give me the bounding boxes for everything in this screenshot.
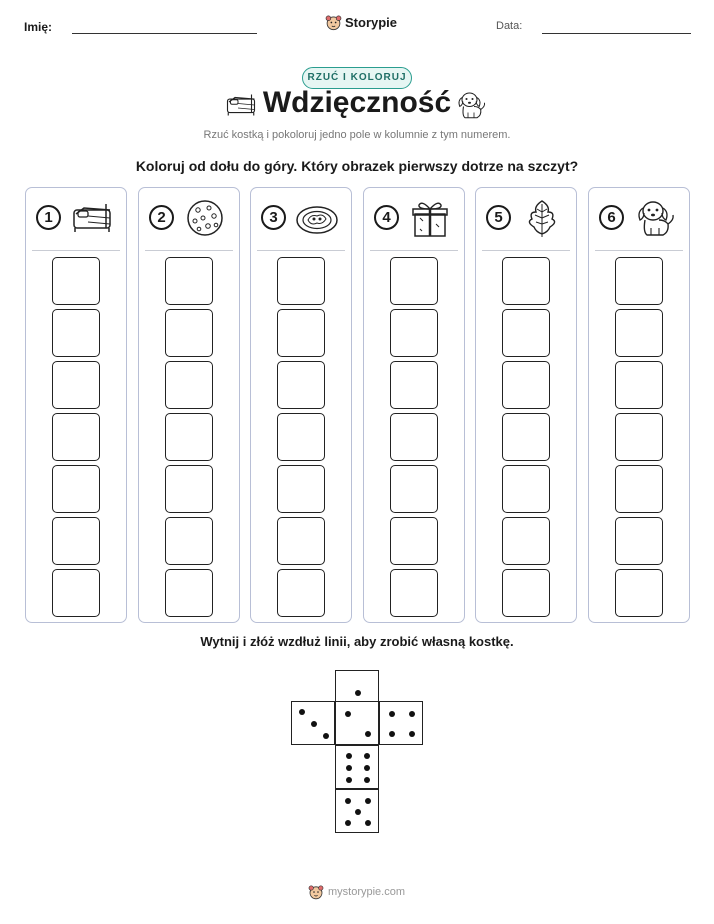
die-pip — [409, 731, 415, 737]
color-cell[interactable] — [165, 413, 213, 461]
color-cell[interactable] — [277, 257, 325, 305]
die-pip — [346, 765, 352, 771]
color-cell[interactable] — [615, 465, 663, 513]
page-subtitle: Rzuć kostką i pokoloruj jedno pole w kolumnie z tym numerem. — [203, 129, 511, 141]
color-cell[interactable] — [277, 309, 325, 357]
color-cell[interactable] — [165, 309, 213, 357]
color-cell[interactable] — [390, 569, 438, 617]
column-header — [370, 198, 458, 244]
die-pip — [345, 820, 351, 826]
footer — [308, 884, 405, 900]
die-pip — [323, 733, 329, 739]
column-divider — [370, 250, 458, 251]
die-pip — [311, 721, 317, 727]
column-header — [482, 198, 570, 244]
color-cell[interactable] — [165, 257, 213, 305]
column-number: 2 — [149, 205, 174, 230]
color-cell[interactable] — [277, 465, 325, 513]
color-cell[interactable] — [165, 361, 213, 409]
cookie-icon — [183, 198, 227, 238]
color-cell[interactable] — [52, 257, 100, 305]
color-cell[interactable] — [615, 361, 663, 409]
die-pip — [365, 798, 371, 804]
color-cell[interactable] — [390, 309, 438, 357]
die-pip — [364, 777, 370, 783]
name-label: Imię: — [24, 20, 53, 34]
color-cell[interactable] — [390, 517, 438, 565]
dog-icon — [454, 90, 488, 120]
dog-icon — [633, 198, 677, 238]
column-number: 3 — [261, 205, 286, 230]
instruction-text: Koloruj od dołu do góry. Który obrazek pierwszy dotrze na szczyt? — [135, 158, 579, 174]
column-number: 1 — [36, 205, 61, 230]
column-5 — [475, 187, 577, 623]
brand-logo — [325, 14, 397, 31]
color-cell[interactable] — [615, 517, 663, 565]
color-cell[interactable] — [52, 309, 100, 357]
die-pip — [409, 711, 415, 717]
color-cell[interactable] — [52, 361, 100, 409]
column-3 — [250, 187, 352, 623]
color-cell[interactable] — [52, 517, 100, 565]
color-cell[interactable] — [277, 517, 325, 565]
die-face-4 — [379, 701, 423, 745]
mascot-icon — [325, 14, 342, 31]
die-pip — [365, 820, 371, 826]
leaf-icon — [520, 198, 564, 238]
page-header — [0, 12, 714, 42]
column-header — [257, 198, 345, 244]
color-cell[interactable] — [615, 257, 663, 305]
color-cell[interactable] — [502, 465, 550, 513]
color-cell[interactable] — [52, 465, 100, 513]
die-pip — [389, 731, 395, 737]
mascot-icon — [308, 884, 324, 900]
column-6 — [588, 187, 690, 623]
column-2 — [138, 187, 240, 623]
color-cell[interactable] — [615, 569, 663, 617]
brand-name: Storypie — [345, 15, 398, 30]
plate-icon — [295, 198, 339, 238]
column-number: 6 — [599, 205, 624, 230]
date-label: Data: — [496, 20, 523, 32]
footer-url[interactable]: mystorypie.com — [328, 886, 406, 898]
color-cell[interactable] — [390, 413, 438, 461]
column-number: 4 — [374, 205, 399, 230]
die-pip — [346, 777, 352, 783]
color-cell[interactable] — [502, 517, 550, 565]
die-pip — [345, 798, 351, 804]
color-cell[interactable] — [277, 361, 325, 409]
color-cell[interactable] — [165, 569, 213, 617]
column-header — [32, 198, 120, 244]
date-line[interactable] — [542, 33, 691, 34]
die-pip — [364, 753, 370, 759]
die-pip — [346, 753, 352, 759]
die-pip — [299, 709, 305, 715]
column-divider — [482, 250, 570, 251]
column-header — [595, 198, 683, 244]
die-pip — [389, 711, 395, 717]
color-cell[interactable] — [165, 517, 213, 565]
color-cell[interactable] — [615, 309, 663, 357]
column-1 — [25, 187, 127, 623]
color-cell[interactable] — [165, 465, 213, 513]
activity-badge: RZUĆ I KOLORUJ — [302, 67, 412, 89]
color-cell[interactable] — [502, 569, 550, 617]
cut-instruction: Wytnij i złóż wzdłuż linii, aby zrobić własną kostkę. — [200, 634, 514, 649]
die-face-6 — [335, 745, 379, 789]
die-pip — [345, 711, 351, 717]
column-divider — [595, 250, 683, 251]
column-header — [145, 198, 233, 244]
column-divider — [257, 250, 345, 251]
color-cell[interactable] — [277, 413, 325, 461]
color-cell[interactable] — [615, 413, 663, 461]
die-face-3 — [291, 701, 335, 745]
column-divider — [145, 250, 233, 251]
die-pip — [355, 809, 361, 815]
color-cell[interactable] — [502, 257, 550, 305]
bed-icon — [70, 198, 114, 238]
die-pip — [355, 690, 361, 696]
color-cell[interactable] — [277, 569, 325, 617]
color-cell[interactable] — [390, 257, 438, 305]
color-cell[interactable] — [390, 465, 438, 513]
color-cell[interactable] — [52, 413, 100, 461]
name-line[interactable] — [72, 33, 257, 34]
color-cell[interactable] — [502, 361, 550, 409]
gift-icon — [408, 198, 452, 238]
color-cell[interactable] — [502, 413, 550, 461]
color-cell[interactable] — [502, 309, 550, 357]
color-cell[interactable] — [390, 361, 438, 409]
die-face-5 — [335, 789, 379, 833]
die-pip — [364, 765, 370, 771]
page-title: Wdzięczność — [262, 86, 452, 119]
column-4 — [363, 187, 465, 623]
column-divider — [32, 250, 120, 251]
die-face-2 — [335, 701, 379, 745]
die-pip — [365, 731, 371, 737]
column-number: 5 — [486, 205, 511, 230]
color-cell[interactable] — [52, 569, 100, 617]
